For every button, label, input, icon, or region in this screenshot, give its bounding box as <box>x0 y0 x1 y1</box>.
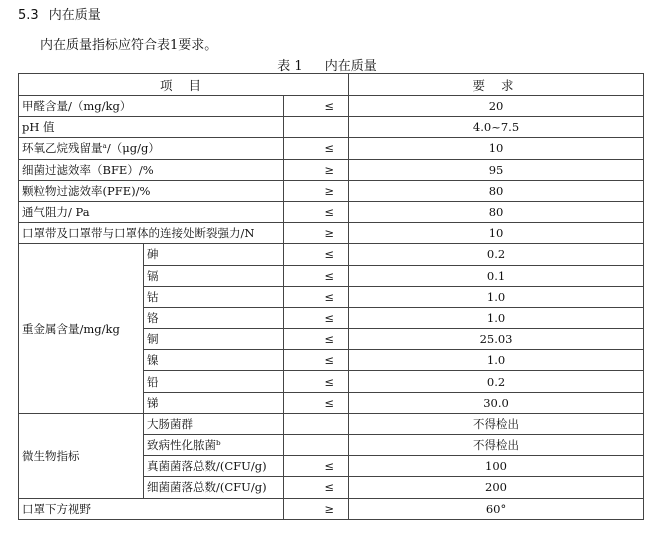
metal-value: 0.2 <box>349 371 644 392</box>
table-row <box>19 223 644 244</box>
metal-value: 30.0 <box>349 392 644 413</box>
row-value: 20 <box>349 96 644 117</box>
metal-name: 铅 <box>144 371 284 392</box>
table-row <box>19 96 644 117</box>
row-operator: ≤ <box>284 96 349 117</box>
table-row <box>19 117 644 138</box>
metal-name: 铬 <box>144 307 284 328</box>
metal-value: 1.0 <box>349 350 644 371</box>
section-number: 5.3 <box>18 8 39 23</box>
microbe-value: 100 <box>349 456 644 477</box>
microbe-value: 不得检出 <box>349 413 644 434</box>
section-heading <box>18 4 101 23</box>
metal-value: 25.03 <box>349 329 644 350</box>
metal-name: 砷 <box>144 244 284 265</box>
microbe-value: 不得检出 <box>349 435 644 456</box>
table-row <box>19 413 644 434</box>
microbe-name: 大肠菌群 <box>144 413 284 434</box>
microbe-operator <box>284 435 349 456</box>
row-name: 细菌过滤效率（BFE）/% <box>19 159 284 180</box>
microbe-operator: ≤ <box>284 477 349 498</box>
table-caption-title: 内在质量 <box>324 59 377 74</box>
table-row <box>19 138 644 159</box>
table-row <box>19 201 644 222</box>
metal-name: 镍 <box>144 350 284 371</box>
table-caption <box>0 55 654 74</box>
metal-name: 镉 <box>144 265 284 286</box>
row-operator: ≤ <box>284 201 349 222</box>
header-item: 项 目 <box>19 74 349 96</box>
row-name: 甲醛含量/（mg/kg） <box>19 96 284 117</box>
metal-operator: ≤ <box>284 350 349 371</box>
section-title: 内在质量 <box>48 8 101 23</box>
metal-operator: ≤ <box>284 307 349 328</box>
row-operator: ≥ <box>284 223 349 244</box>
row-value: 4.0~7.5 <box>349 117 644 138</box>
microbe-name: 致病性化脓菌ᵇ <box>144 435 284 456</box>
microbial-label: 微生物指标 <box>19 413 144 498</box>
microbe-operator <box>284 413 349 434</box>
row-name: 口罩下方视野 <box>19 498 284 519</box>
row-name: 口罩带及口罩带与口罩体的连接处断裂强力/N <box>19 223 284 244</box>
metal-value: 0.2 <box>349 244 644 265</box>
metal-operator: ≤ <box>284 329 349 350</box>
metal-operator: ≤ <box>284 286 349 307</box>
heavy-metals-label: 重金属含量/mg/kg <box>19 244 144 414</box>
metal-operator: ≤ <box>284 244 349 265</box>
metal-value: 1.0 <box>349 286 644 307</box>
table-row <box>19 180 644 201</box>
row-operator: ≥ <box>284 180 349 201</box>
row-name: 环氧乙烷残留量ᵃ/（μg/g） <box>19 138 284 159</box>
row-name: pH 值 <box>19 117 284 138</box>
row-operator: ≥ <box>284 498 349 519</box>
metal-value: 0.1 <box>349 265 644 286</box>
table-row <box>19 159 644 180</box>
row-value: 10 <box>349 138 644 159</box>
metal-value: 1.0 <box>349 307 644 328</box>
row-operator: ≥ <box>284 159 349 180</box>
microbe-operator: ≤ <box>284 456 349 477</box>
metal-operator: ≤ <box>284 371 349 392</box>
row-value: 80 <box>349 180 644 201</box>
row-value: 80 <box>349 201 644 222</box>
table-caption-number: 表 1 <box>277 59 303 74</box>
metal-operator: ≤ <box>284 392 349 413</box>
metal-name: 钴 <box>144 286 284 307</box>
row-value: 10 <box>349 223 644 244</box>
table-row <box>19 244 644 265</box>
table-row <box>19 498 644 519</box>
table-header-row <box>19 74 644 96</box>
microbe-value: 200 <box>349 477 644 498</box>
row-value: 60° <box>349 498 644 519</box>
quality-table <box>18 73 644 520</box>
row-operator <box>284 117 349 138</box>
metal-name: 铜 <box>144 329 284 350</box>
header-requirement: 要 求 <box>349 74 644 96</box>
microbe-name: 真菌菌落总数/(CFU/g) <box>144 456 284 477</box>
row-name: 通气阻力/ Pa <box>19 201 284 222</box>
microbe-name: 细菌菌落总数/(CFU/g) <box>144 477 284 498</box>
metal-operator: ≤ <box>284 265 349 286</box>
row-operator: ≤ <box>284 138 349 159</box>
row-value: 95 <box>349 159 644 180</box>
metal-name: 锑 <box>144 392 284 413</box>
intro-paragraph: 内在质量指标应符合表1要求。 <box>40 38 218 53</box>
row-name: 颗粒物过滤效率(PFE)/% <box>19 180 284 201</box>
